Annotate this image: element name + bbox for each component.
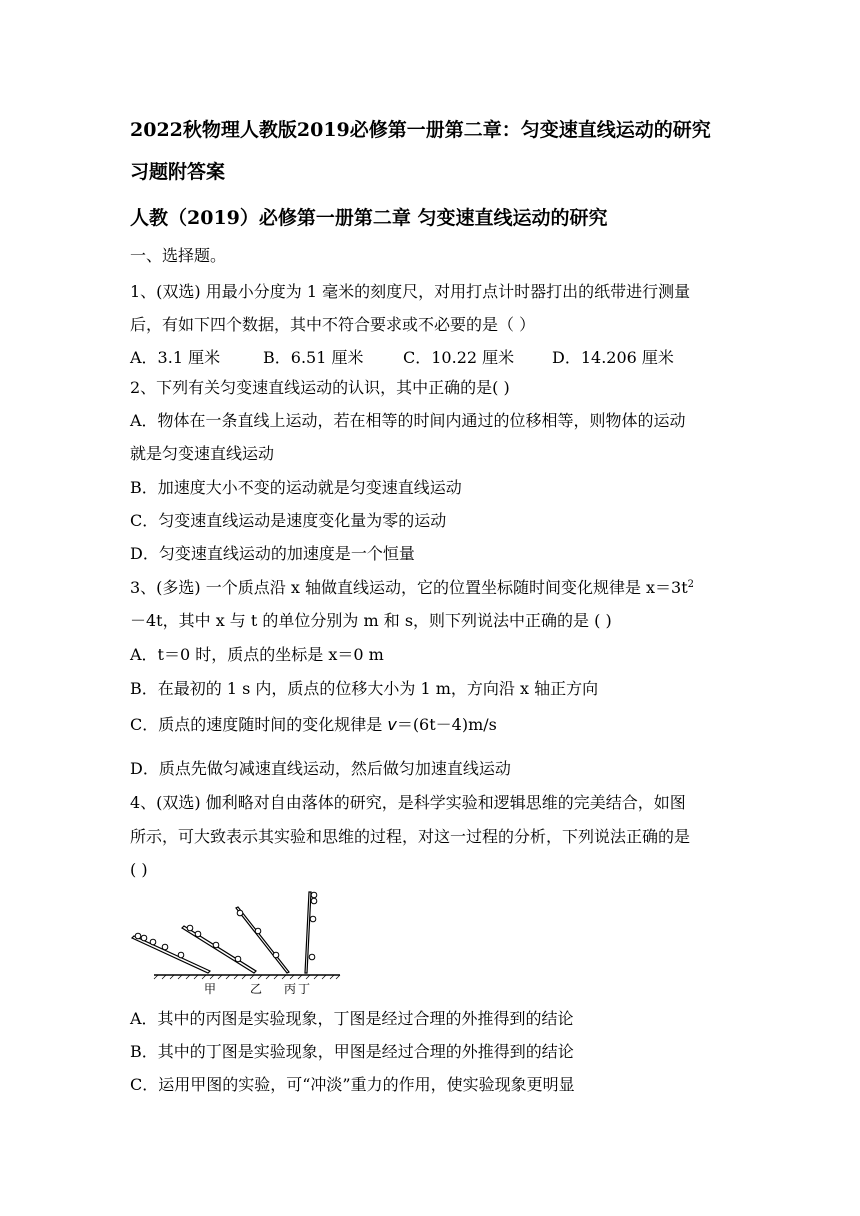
q4-stem-line1: 4、(双选) 伽利略对自由落体的研究，是科学实验和逻辑思维的完美结合，如图	[130, 793, 686, 812]
q4-stem-line3: ( )	[130, 860, 148, 879]
document-title: 2022秋物理人教版2019必修第一册第二章：匀变速直线运动的研究	[130, 119, 711, 141]
label-jia: 甲	[204, 982, 217, 995]
q3-exponent: 2	[687, 579, 695, 590]
q2-option-a: A．物体在一条直线上运动，若在相等的时间内通过的位移相等，则物体的运动	[130, 411, 686, 430]
q2-stem: 2、下列有关匀变速直线运动的认识，其中正确的是( )	[130, 378, 510, 397]
q2-option-b: B．加速度大小不变的运动就是匀变速直线运动	[130, 478, 462, 497]
label-bing: 丙	[284, 982, 297, 995]
q3-stem-line1	[130, 577, 694, 599]
q1-option-c: C．10.22 厘米	[403, 348, 515, 367]
section-heading: 一、选择题。	[130, 246, 227, 265]
q2-option-c: C．匀变速直线运动是速度变化量为零的运动	[130, 511, 447, 530]
q3-stem-line2: －4t，其中 x 与 t 的单位分别为 m 和 s，则下列说法中正确的是 ( )	[130, 611, 612, 630]
q1-option-a: A．3.1 厘米	[130, 348, 221, 367]
q4-option-b: B．其中的丁图是实验现象，甲图是经过合理的外推得到的结论	[130, 1042, 574, 1061]
label-ding: 丁	[298, 982, 311, 995]
q3-option-c-formula: ＝(6t－4)m/s	[396, 715, 497, 734]
q4-option-a: A．其中的丙图是实验现象，丁图是经过合理的外推得到的结论	[130, 1009, 574, 1028]
q3-option-b: B．在最初的 1 s 内，质点的位移大小为 1 m，方向沿 x 轴正方向	[130, 679, 599, 698]
q2-option-a-continued: 就是匀变速直线运动	[130, 444, 275, 463]
q1-option-d: D．14.206 厘米	[552, 348, 674, 367]
q1-option-b: B．6.51 厘米	[263, 348, 364, 367]
q1-options	[130, 347, 674, 369]
q1-stem-line1: 1、(双选) 用最小分度为 1 毫米的刻度尺，对用打点计时器打出的纸带进行测量	[130, 282, 691, 301]
incline-diagram	[128, 885, 348, 995]
q2-option-d: D．匀变速直线运动的加速度是一个恒量	[130, 544, 415, 563]
document-title-continued: 习题附答案	[130, 161, 226, 183]
incline-ding	[305, 892, 317, 973]
document-subtitle: 人教（2019）必修第一册第二章 匀变速直线运动的研究	[130, 207, 608, 229]
velocity-symbol: v	[387, 715, 397, 734]
q3-option-c	[130, 714, 497, 736]
q3-option-a: A．t＝0 时，质点的坐标是 x＝0 m	[130, 645, 384, 664]
q3-stem-text: 3、(多选) 一个质点沿 x 轴做直线运动，它的位置坐标随时间变化规律是 x＝3t	[130, 578, 688, 597]
label-yi: 乙	[250, 982, 263, 995]
q4-option-c: C．运用甲图的实验，可“冲淡”重力的作用，使实验现象更明显	[130, 1075, 575, 1094]
galileo-incline-figure	[128, 885, 348, 999]
q3-option-c-text: C．质点的速度随时间的变化规律是	[130, 715, 388, 734]
q3-option-d: D．质点先做匀减速直线运动，然后做匀加速直线运动	[130, 759, 511, 778]
q4-stem-line2: 所示，可大致表示其实验和思维的过程，对这一过程的分析，下列说法正确的是	[130, 827, 691, 846]
q1-stem-line2: 后，有如下四个数据，其中不符合要求或不必要的是（ ）	[130, 315, 536, 334]
incline-jia	[132, 933, 210, 973]
